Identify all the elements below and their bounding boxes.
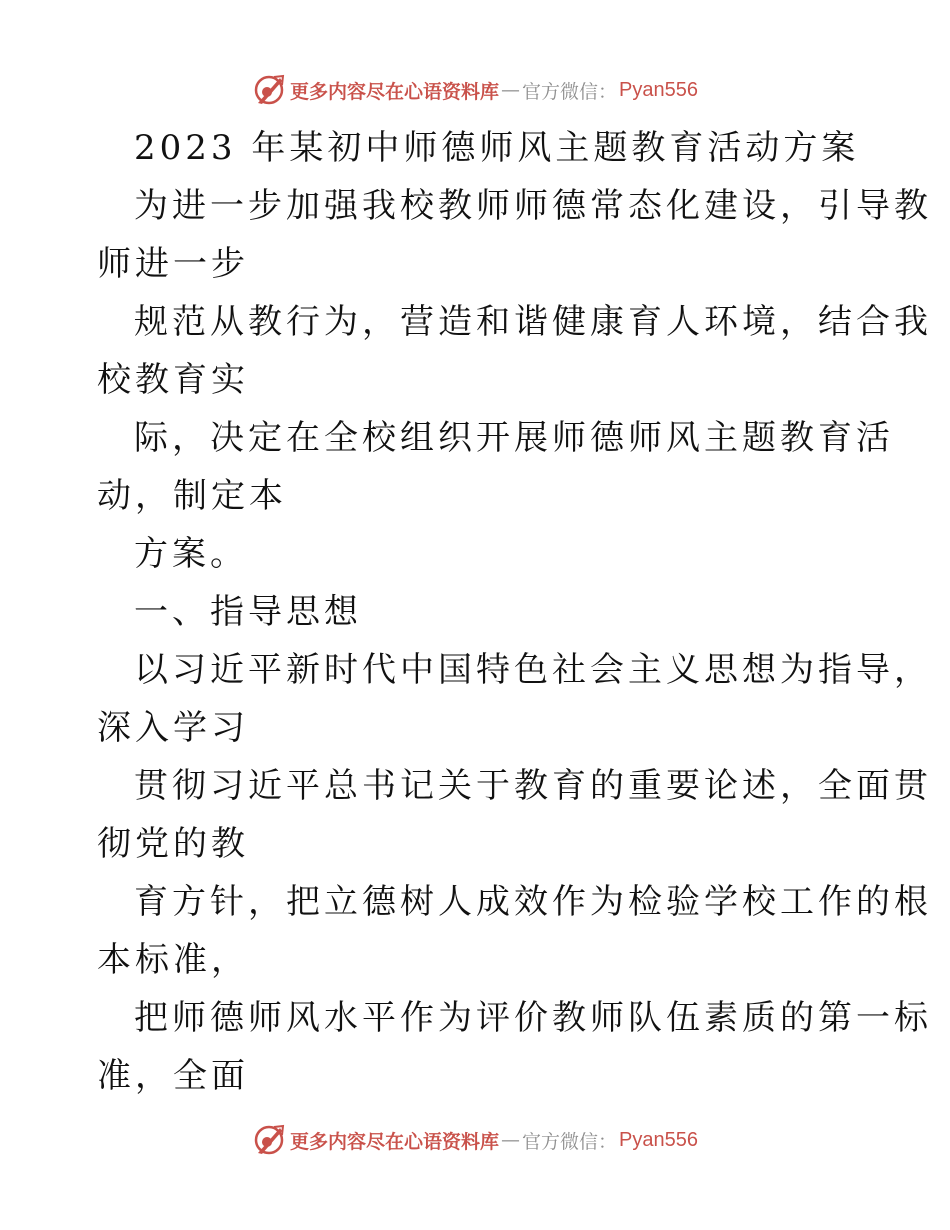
paragraph-line: 师进一步 — [97, 244, 249, 284]
watermark-wechat-label: 官方微信： — [522, 80, 618, 103]
paragraph-line: 规范从教行为，营造和谐健康育人环境，结合我 — [134, 302, 932, 342]
paragraph-line: 以习近平新时代中国特色社会主义思想为指导， — [134, 650, 932, 690]
paragraph-line: 际，决定在全校组织开展师德师风主题教育活 — [134, 418, 894, 458]
paragraph-line: 准，全面 — [97, 1056, 249, 1096]
quill-pen-seal-icon — [252, 73, 286, 107]
watermark-wechat-id: Pyan556 — [619, 78, 698, 101]
paragraph-line: 贯彻习近平总书记关于教育的重要论述，全面贯 — [134, 766, 932, 806]
watermark-dash: — — [501, 79, 521, 101]
watermark-main-text: 更多内容尽在心语资料库 — [290, 1130, 500, 1153]
document-title: 2023 年某初中师德师风主题教育活动方案 — [134, 128, 860, 168]
watermark-dash: — — [501, 1129, 521, 1151]
paragraph-line: 为进一步加强我校教师师德常态化建设，引导教 — [134, 186, 932, 226]
paragraph-line: 本标准， — [97, 940, 249, 980]
paragraph-line: 动，制定本 — [97, 476, 287, 516]
footer-watermark-banner — [0, 1118, 950, 1162]
paragraph-line: 育方针，把立德树人成效作为检验学校工作的根 — [134, 882, 932, 922]
paragraph-line: 把师德师风水平作为评价教师队伍素质的第一标 — [134, 998, 932, 1038]
watermark-wechat-id: Pyan556 — [619, 1128, 698, 1151]
header-watermark-banner — [0, 68, 950, 112]
paragraph-line: 深入学习 — [97, 708, 249, 748]
quill-pen-seal-icon — [252, 1123, 286, 1157]
paragraph-line: 校教育实 — [97, 360, 249, 400]
section-heading: 一、指导思想 — [134, 592, 362, 632]
paragraph-line: 彻党的教 — [97, 824, 249, 864]
watermark-wechat-label: 官方微信： — [522, 1130, 618, 1153]
watermark-main-text: 更多内容尽在心语资料库 — [290, 80, 500, 103]
paragraph-line: 方案。 — [134, 534, 248, 574]
